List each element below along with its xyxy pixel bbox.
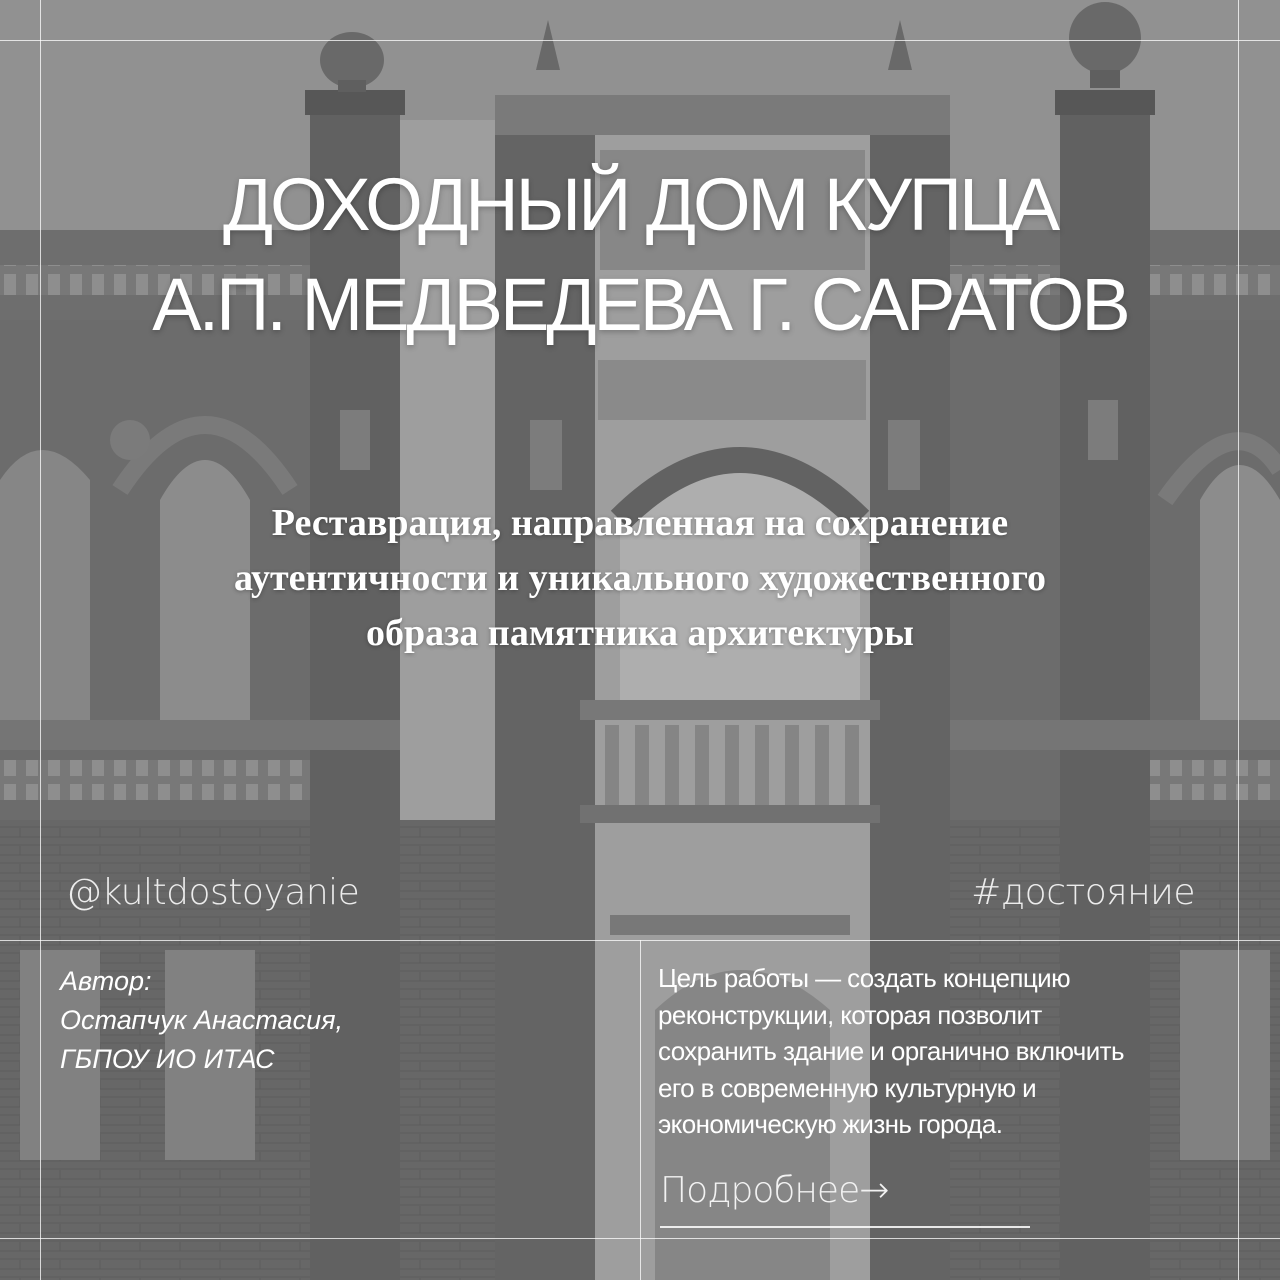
author-block [60,962,620,1079]
frame-line-middle [0,940,1280,941]
goal-line: сохранить здание и органично включить [658,1036,1124,1066]
read-more-underline [660,1226,1030,1228]
author-name: Остапчук Анастасия, [60,1005,344,1035]
frame-line-center [640,940,641,1280]
goal-line: реконструкции, которая позволит [658,999,1042,1030]
goal-description [658,960,1248,1143]
frame-line-bottom [0,1238,1280,1239]
frame-line-top [0,40,1280,41]
title-line-2: А.П. МЕДВЕДЕВА Г. САРАТОВ [152,263,1128,346]
read-more-link[interactable]: Подробнее→ [660,1170,889,1211]
author-label: Автор: [60,966,152,996]
author-organization: ГБПОУ ИО ИТАС [60,1044,275,1074]
hashtag: #достояние [971,872,1195,913]
subtitle-line-2: аутентичности и уникального художественного [233,557,1047,599]
subtitle-line-3: образа памятника архитектуры [366,612,914,654]
goal-line: экономическую жизнь города. [658,1109,1003,1139]
social-handle: @kultdostoyanie [66,872,360,913]
subtitle-line-1: Реставрация, направленная на сохранение [271,502,1009,544]
subtitle [90,496,1190,661]
goal-line: Цель работы — создать концепцию [658,963,1070,993]
goal-line: его в современную культурную и [658,1072,1037,1103]
title-line-1: ДОХОДНЫЙ ДОМ КУПЦА [222,163,1058,246]
page-title [40,155,1240,355]
